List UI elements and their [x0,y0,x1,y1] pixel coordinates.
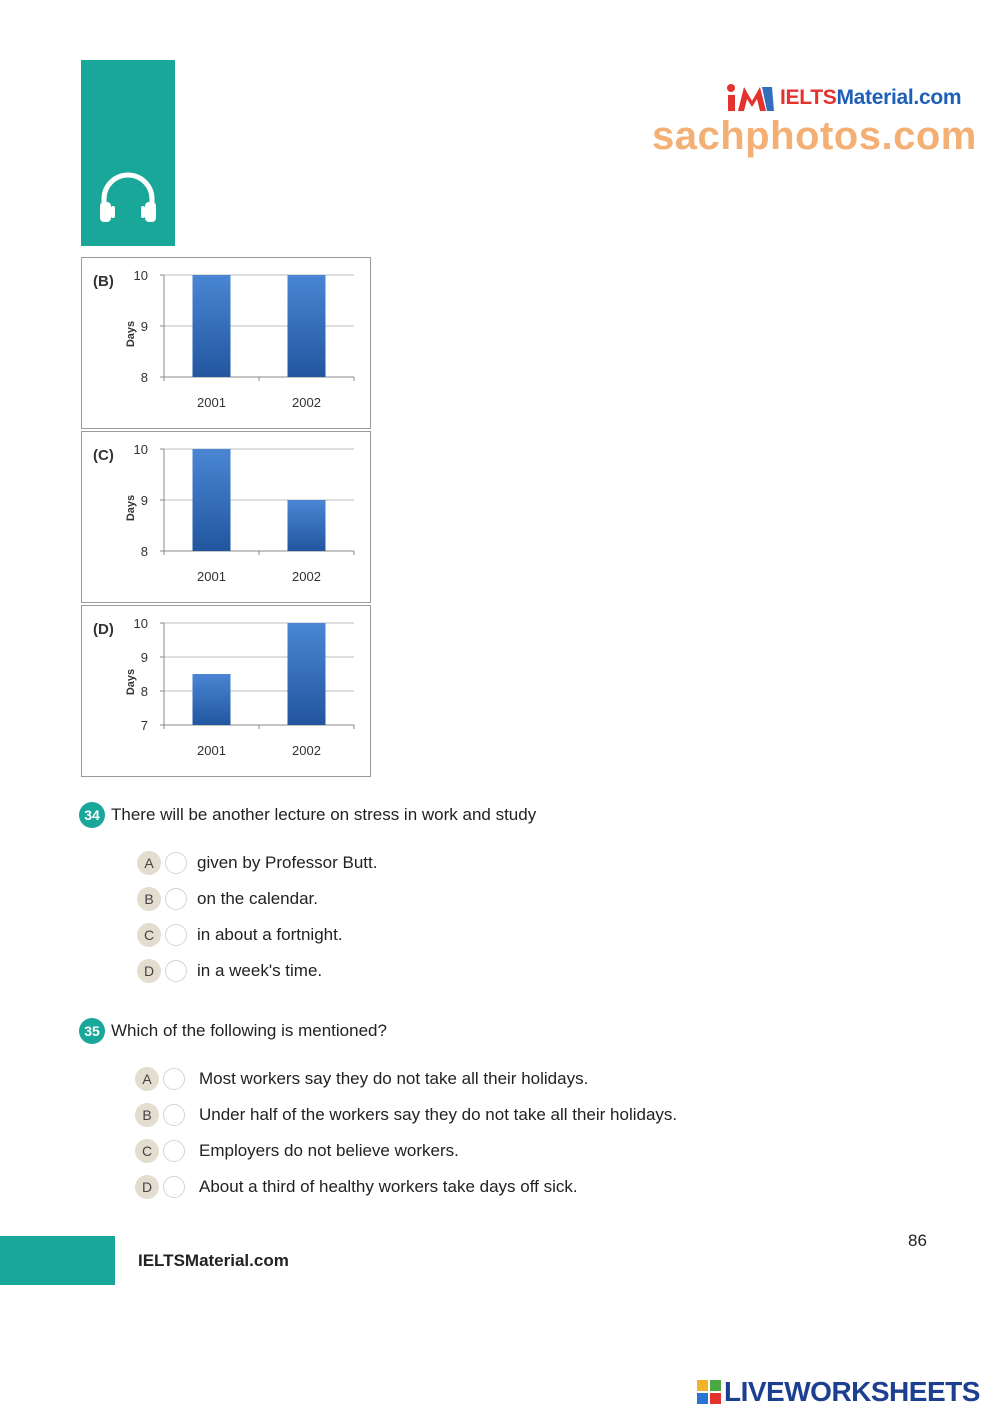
chart-panel-label: (D) [93,621,114,638]
bar-chart-b [82,258,372,430]
bar-c-2002 [288,500,326,551]
option-letter: B [137,887,161,911]
question-text: Which of the following is mentioned? [111,1021,387,1040]
y-tick-label: 8 [140,684,148,699]
option-letter: C [137,923,161,947]
y-tick-label: 8 [140,370,148,385]
option-text: in a week's time. [197,961,323,980]
section-banner [81,60,175,246]
chart-panel-label: (B) [93,273,114,290]
y-tick-label: 8 [140,544,148,559]
liveworksheets-grid-icon [697,1380,721,1404]
q35-option-b[interactable] [135,1103,677,1127]
option-letter: D [135,1175,159,1199]
x-tick-label: 2001 [197,395,226,410]
y-tick-label: 9 [140,319,148,334]
x-tick-label: 2002 [292,743,321,758]
y-axis-label: Days [125,494,137,522]
x-tick-label: 2002 [292,569,321,584]
x-tick-label: 2001 [197,743,226,758]
y-tick-label: 7 [140,718,148,733]
chart-panel-d [81,605,371,777]
liveworksheets-logo[interactable] [697,1376,980,1408]
option-radio[interactable] [165,852,187,874]
bar-d-2002 [288,623,326,725]
option-text: Most workers say they do not take all their holidays. [199,1069,589,1088]
q35-option-d[interactable] [135,1175,578,1199]
chart-panel-b [81,257,371,429]
y-tick-label: 10 [133,442,148,457]
option-text: Employers do not believe workers. [199,1141,459,1160]
bar-d-2001 [193,674,231,725]
brand-name-part2: Material.com [836,86,962,109]
bar-chart-c [82,432,372,604]
bar-b-2001 [193,275,231,377]
y-tick-label: 9 [140,493,148,508]
y-axis-label: Days [125,668,137,696]
question-number-badge: 34 [79,802,105,828]
option-text: About a third of healthy workers take days off sick. [199,1177,578,1196]
option-text: in about a fortnight. [197,925,343,944]
question-35 [79,1018,387,1044]
option-radio[interactable] [163,1176,185,1198]
footer-accent-bar [0,1236,115,1285]
question-text: There will be another lecture on stress in work and study [111,805,537,824]
option-letter: A [137,851,161,875]
option-text: given by Professor Butt. [197,853,378,872]
option-letter: C [135,1139,159,1163]
x-tick-label: 2002 [292,395,321,410]
footer-brand: IELTSMaterial.com [138,1251,289,1270]
chart-panel-label: (C) [93,447,114,464]
option-text: Under half of the workers say they do not take all their holidays. [199,1105,678,1124]
y-tick-label: 9 [140,650,148,665]
option-radio[interactable] [165,924,187,946]
question-34 [79,802,536,828]
q34-option-a[interactable] [137,851,377,875]
brand-logo [726,83,961,113]
q34-option-c[interactable] [137,923,343,947]
option-radio[interactable] [163,1068,185,1090]
bar-chart-d [82,606,372,778]
liveworksheets-text: LIVEWORKSHEETS [724,1376,980,1407]
y-tick-label: 10 [133,268,148,283]
option-text: on the calendar. [197,889,318,908]
q34-option-b[interactable] [137,887,318,911]
bar-c-2001 [193,449,231,551]
watermark-text: sachphotos.com [652,114,977,158]
x-tick-label: 2001 [197,569,226,584]
y-axis-label: Days [125,320,137,348]
option-letter: D [137,959,161,983]
chart-panel-c [81,431,371,603]
page-number: 86 [908,1231,927,1250]
ieltsmaterial-logo-icon [726,83,776,113]
q35-option-c[interactable] [135,1139,459,1163]
option-letter: B [135,1103,159,1127]
option-radio[interactable] [163,1104,185,1126]
option-radio[interactable] [165,888,187,910]
bar-b-2002 [288,275,326,377]
brand-name-part1: IELTS [780,86,837,109]
q35-option-a[interactable] [135,1067,588,1091]
y-tick-label: 10 [133,616,148,631]
question-number-badge: 35 [79,1018,105,1044]
option-radio[interactable] [165,960,187,982]
headphones-icon [98,172,158,224]
option-letter: A [135,1067,159,1091]
option-radio[interactable] [163,1140,185,1162]
q34-option-d[interactable] [137,959,322,983]
